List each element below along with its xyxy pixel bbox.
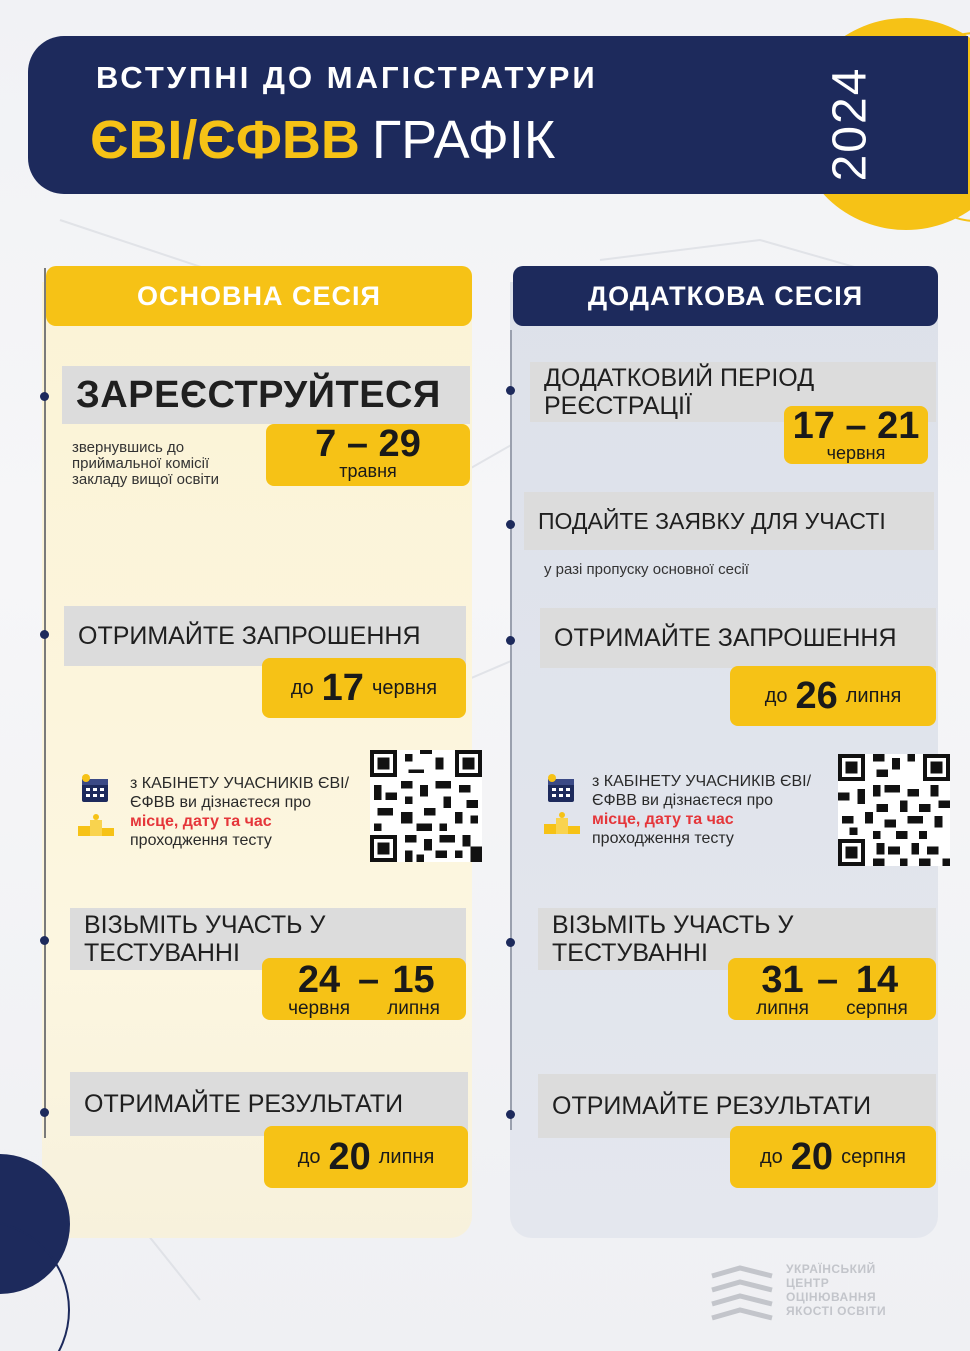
main-invitation-step: ОТРИМАЙТЕ ЗАПРОШЕННЯ [64, 606, 466, 666]
timeline-dot [506, 386, 515, 395]
date-dash: – [816, 959, 839, 1001]
date-month: липня [378, 1145, 435, 1168]
date-month: червня [288, 998, 350, 1019]
date-day: 26 [795, 674, 838, 717]
note-line: звернувшись до [72, 439, 185, 456]
podium-icon [76, 814, 116, 838]
info-line: проходження тесту [130, 832, 272, 849]
step-line: ДОДАТКОВИЙ ПЕРІОД [544, 364, 815, 392]
step-line: РЕЄСТРАЦІЇ [544, 392, 692, 420]
date-month: липня [756, 998, 809, 1019]
timeline-dot [506, 938, 515, 947]
date-month: червня [826, 443, 886, 463]
organization-name [786, 1262, 926, 1318]
main-register-date [266, 424, 470, 486]
header-subtitle: ВСТУПНІ ДО МАГІСТРАТУРИ [96, 60, 598, 95]
timeline-dot [40, 630, 49, 639]
main-info-text [130, 774, 370, 850]
date-prefix: до [764, 684, 788, 707]
date-range: 7 – 29 [315, 423, 421, 465]
timeline-dot [40, 936, 49, 945]
date-prefix: до [290, 676, 314, 699]
main-invitation-date [262, 658, 466, 718]
step-line: ВІЗЬМІТЬ УЧАСТЬ У [552, 911, 794, 939]
title-rest: ГРАФІК [371, 110, 556, 170]
step-line: ТЕСТУВАННІ [84, 939, 240, 967]
step-line: ВІЗЬМІТЬ УЧАСТЬ У [84, 911, 326, 939]
title-accent: ЄВІ/ЄФВВ [90, 110, 360, 170]
org-line: ЯКОСТІ ОСВІТИ [786, 1304, 887, 1318]
extra-info-text [592, 772, 838, 848]
date-prefix: до [759, 1145, 783, 1168]
info-highlight: місце, дату та час [592, 811, 734, 828]
step-line: ТЕСТУВАННІ [552, 939, 708, 967]
org-line: ЦЕНТР [786, 1276, 830, 1290]
timeline-dot [506, 1110, 515, 1119]
date-start [756, 960, 809, 1018]
date-range: 17 – 21 [792, 405, 920, 447]
date-day: 14 [855, 959, 899, 1001]
extra-timeline-line [510, 330, 512, 1130]
extra-apply-step: ПОДАЙТЕ ЗАЯВКУ ДЛЯ УЧАСТІ [524, 492, 934, 550]
extra-session-title: ДОДАТКОВА СЕСІЯ [513, 266, 938, 326]
extra-invitation-date [730, 666, 936, 726]
extra-testing-date [728, 958, 936, 1020]
main-results-step: ОТРИМАЙТЕ РЕЗУЛЬТАТИ [70, 1072, 468, 1136]
extra-invitation-step: ОТРИМАЙТЕ ЗАПРОШЕННЯ [540, 608, 936, 668]
info-line: проходження тесту [592, 830, 734, 847]
extra-apply-note: у разі пропуску основної сесії [544, 561, 749, 578]
date-start [288, 960, 350, 1018]
date-day: 20 [790, 1135, 834, 1178]
qr-code-icon[interactable] [838, 754, 950, 866]
date-prefix: до [297, 1145, 321, 1168]
qr-code-icon[interactable] [370, 750, 482, 862]
extra-results-date [730, 1126, 936, 1188]
podium-icon [542, 812, 582, 836]
main-register-note [72, 440, 219, 488]
org-line: ОЦІНЮВАННЯ [786, 1290, 877, 1304]
note-line: закладу вищої освіти [72, 471, 220, 488]
ucoyo-logo-icon [706, 1262, 778, 1328]
date-month: травня [339, 461, 397, 481]
date-dash: – [358, 959, 380, 1001]
timeline-dot [506, 636, 515, 645]
calendar-icon [78, 772, 112, 806]
main-results-date [264, 1126, 468, 1188]
note-line: приймальної комісії [72, 455, 210, 472]
extra-results-step: ОТРИМАЙТЕ РЕЗУЛЬТАТИ [538, 1074, 936, 1138]
date-month: червня [371, 676, 438, 699]
info-line: ЄФВВ ви дізнаєтеся про [592, 792, 774, 809]
info-line: з КАБІНЕТУ УЧАСНИКІВ ЄВІ/ [592, 773, 812, 790]
date-month: серпня [846, 998, 908, 1019]
date-month: липня [387, 998, 440, 1019]
page-title [90, 110, 555, 170]
timeline-dot [506, 520, 515, 529]
date-day: 17 [321, 666, 364, 709]
main-testing-date [262, 958, 466, 1020]
year-label: 2024 [823, 66, 877, 182]
org-line: УКРАЇНСЬКИЙ [786, 1262, 876, 1276]
date-end [846, 960, 908, 1018]
calendar-icon [544, 772, 578, 806]
date-month: липня [845, 684, 902, 707]
date-day: 31 [761, 959, 804, 1001]
date-day: 20 [328, 1135, 371, 1178]
date-day: 24 [297, 959, 341, 1001]
date-end [387, 960, 440, 1018]
info-highlight: місце, дату та час [130, 813, 272, 830]
date-day: 15 [392, 959, 435, 1001]
timeline-dot [40, 392, 49, 401]
main-session-title: ОСНОВНА СЕСІЯ [46, 266, 472, 326]
main-register-step: ЗАРЕЄСТРУЙТЕСЯ [62, 366, 470, 424]
info-line: з КАБІНЕТУ УЧАСНИКІВ ЄВІ/ [130, 775, 350, 792]
date-month: серпня [841, 1145, 907, 1168]
extra-register-date [784, 406, 928, 464]
info-line: ЄФВВ ви дізнаєтеся про [130, 794, 312, 811]
timeline-dot [40, 1108, 49, 1117]
